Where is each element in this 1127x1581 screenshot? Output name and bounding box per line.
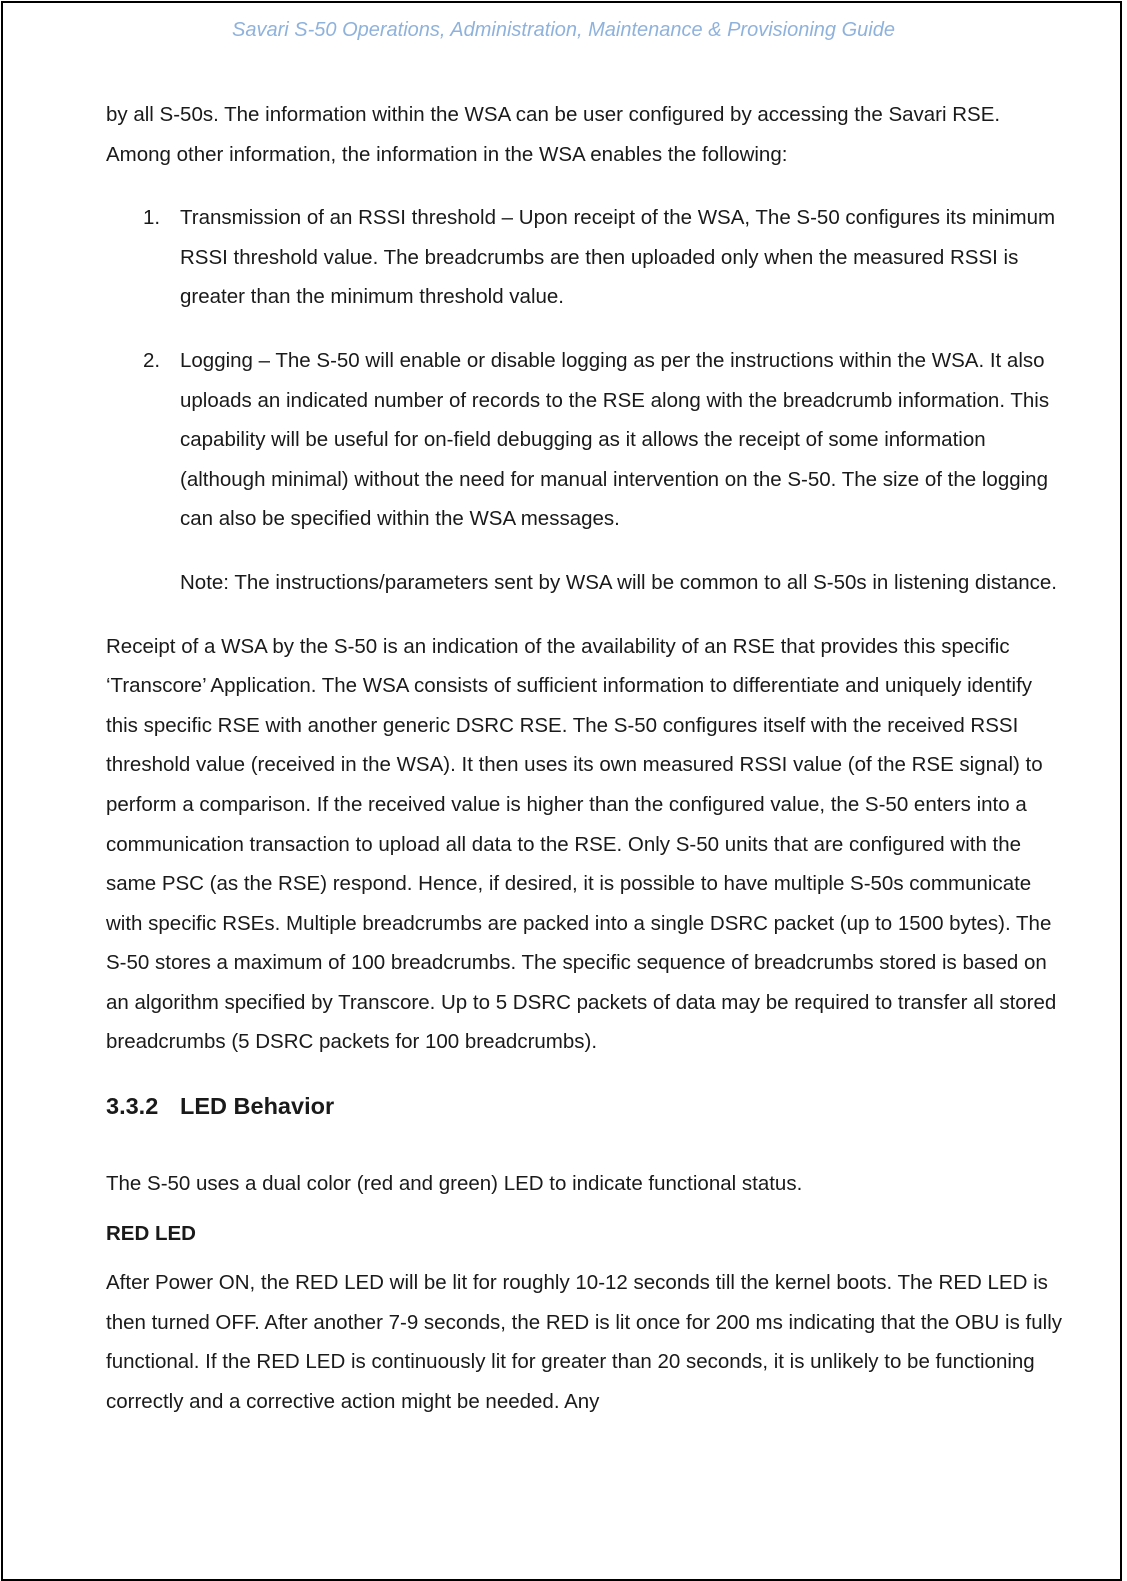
list-item-number: 1. xyxy=(143,206,161,230)
section-heading xyxy=(106,1086,1066,1126)
section-title: LED Behavior xyxy=(180,1093,335,1120)
list-item-text: Transmission of an RSSI threshold – Upon receipt of the WSA, The S-50 configures its minimum RSSI threshold value. The breadcrumbs are then uploaded only when the measured RSSI is greater than the minimum threshold value. xyxy=(180,206,1056,309)
running-header: Savari S-50 Operations, Administration, Maintenance & Provisioning Guide xyxy=(232,19,895,41)
intro-paragraph: by all S-50s. The information within the WSA can be user configured by accessing the Savari RSE. Among other information, the information in the WSA enables the following: xyxy=(106,103,1001,166)
red-led-paragraph: After Power ON, the RED LED will be lit for roughly 10-12 seconds till the kernel boots. The RED LED is then turned OFF. After another 7-9 seconds, the RED is lit once for 200 ms indicating that the OBU is fully functional. If the RED LED is continuously lit for greater than 20 seconds, it is unlikely to be functioning correctly and a corrective action might be needed. Any xyxy=(106,1271,1063,1414)
document-body xyxy=(106,95,1066,1422)
list-item-text: Logging – The S-50 will enable or disable logging as per the instructions within the WSA. It also uploads an indicated number of records to the RSE along with the breadcrumb information. This capability will be useful for on-field debugging as it allows the receipt of some information (although minimal) without the need for manual intervention on the S-50. The size of the logging can also be specified within the WSA messages. xyxy=(180,348,1050,531)
feature-list xyxy=(106,198,1066,539)
red-led-heading: RED LED xyxy=(106,1221,196,1245)
receipt-paragraph: Receipt of a WSA by the S-50 is an indication of the availability of an RSE that provides this specific ‘Transcore’ Application. The WSA consists of sufficient information to differentiate and uniquely identify this specific RSE with another generic DSRC RSE. The S-50 configures itself with the received RSSI threshold value (received in the WSA). It then uses its own measured RSSI value (of the RSE signal) to perform a comparison. If the received value is higher than the configured value, the S-50 enters into a communication transaction to upload all data to the RSE. Only S-50 units that are configured with the same PSC (as the RSE) respond. Hence, if desired, it is possible to have multiple S-50s communicate with specific RSEs. Multiple breadcrumbs are packed into a single DSRC packet (up to 1500 bytes). The S-50 stores a maximum of 100 breadcrumbs. The specific sequence of breadcrumbs stored is based on an algorithm specified by Transcore. Up to 5 DSRC packets of data may be required to transfer all stored breadcrumbs (5 DSRC packets for 100 breadcrumbs). xyxy=(106,634,1057,1054)
led-intro-paragraph: The S-50 uses a dual color (red and green) LED to indicate functional status. xyxy=(106,1172,803,1196)
note-paragraph: Note: The instructions/parameters sent by WSA will be common to all S-50s in listening distance. xyxy=(180,570,1057,594)
section-number: 3.3.2 xyxy=(106,1093,159,1120)
list-item xyxy=(106,198,1066,317)
list-item xyxy=(106,341,1066,539)
list-item-number: 2. xyxy=(143,348,161,372)
